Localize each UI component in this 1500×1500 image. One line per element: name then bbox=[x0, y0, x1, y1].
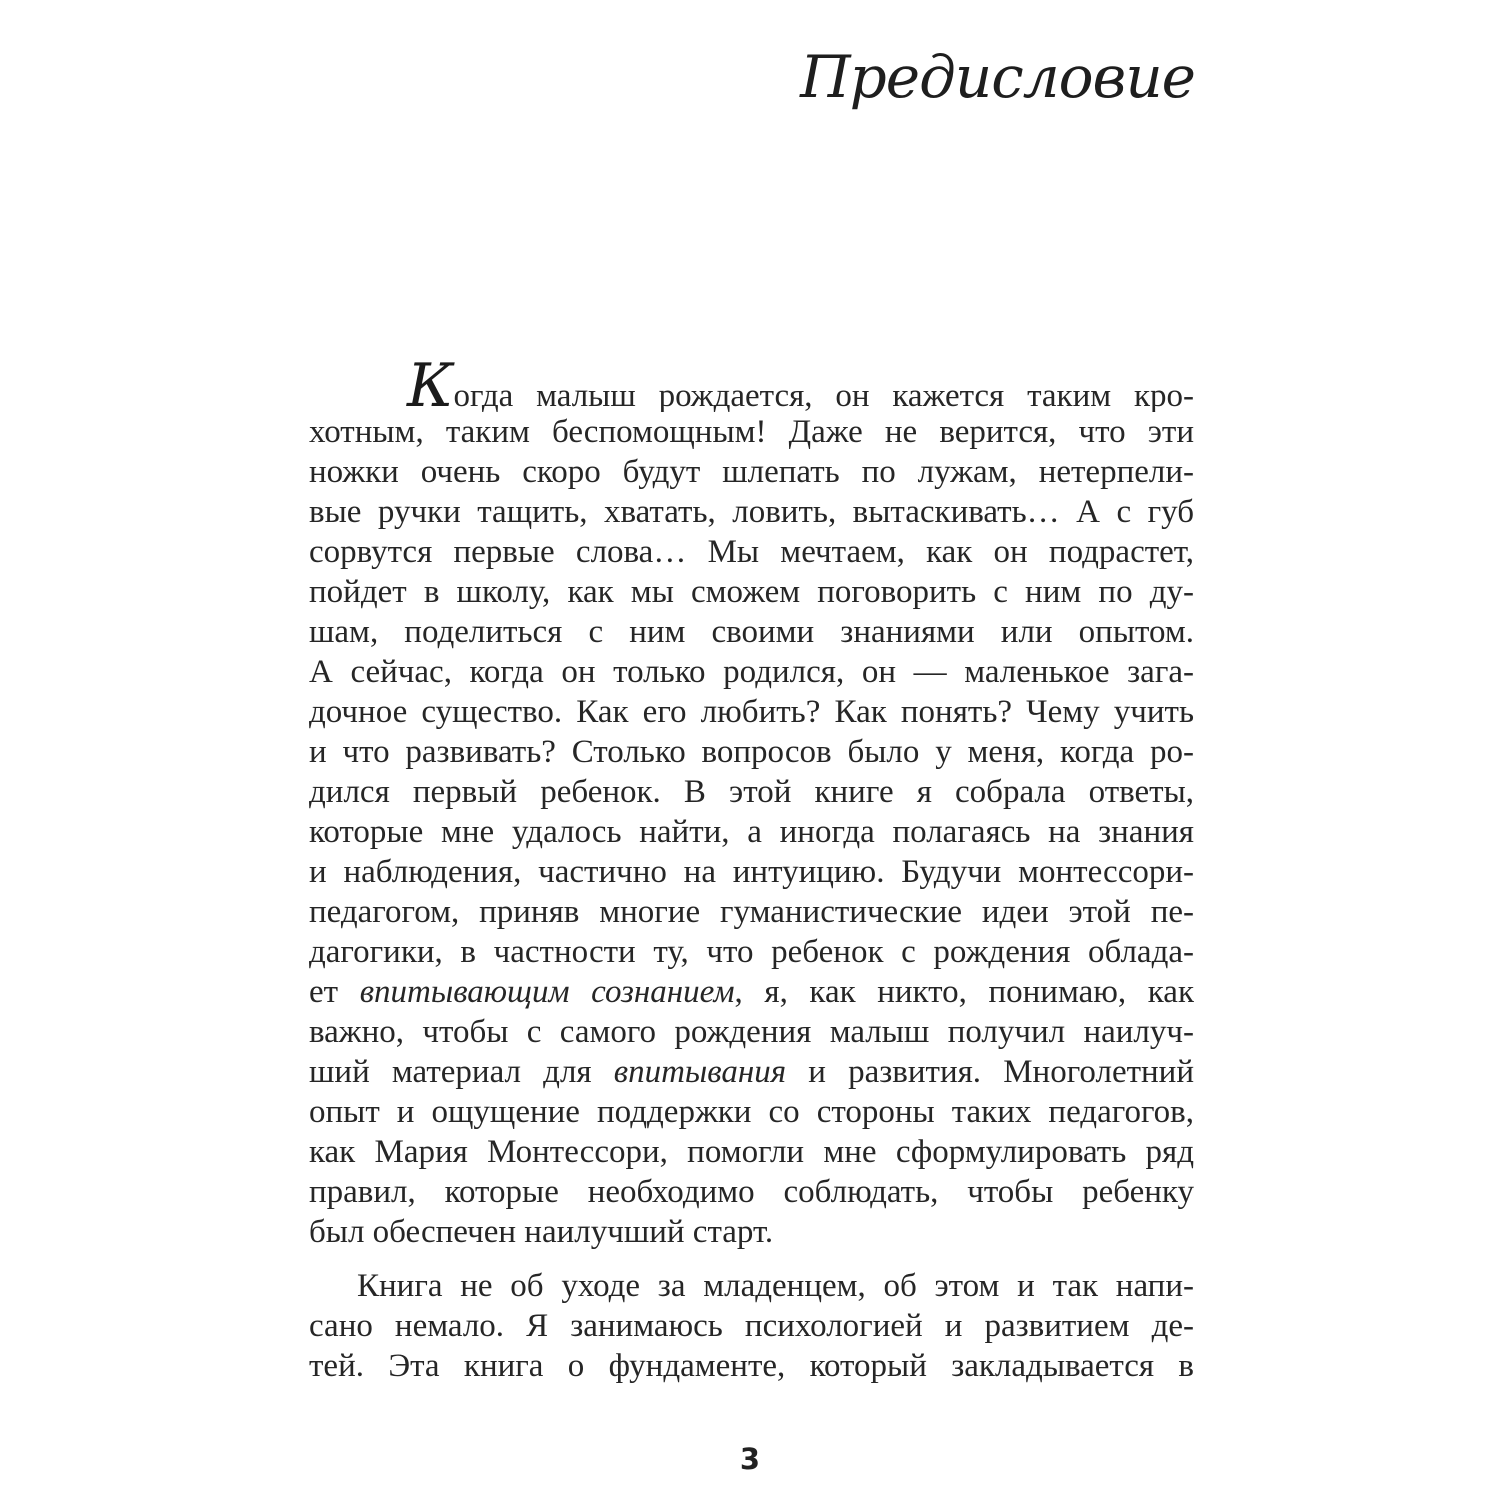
paragraph-1 bbox=[309, 360, 1194, 1252]
page-number: 3 bbox=[739, 1442, 761, 1476]
drop-cap: К bbox=[407, 360, 454, 412]
text-line: педагогом, приняв многие гуманистические идеи этой пе- bbox=[309, 894, 1194, 930]
text-line: дился первый ребенок. В этой книге я собрала ответы, bbox=[309, 774, 1194, 810]
text-line: хотным, таким беспомощным! Даже не верится, что эти bbox=[309, 414, 1194, 450]
text-line: и наблюдения, частично на интуицию. Будучи монтессори- bbox=[309, 854, 1194, 890]
text-line: шам, поделиться с ним своими знаниями или опытом. bbox=[309, 614, 1194, 650]
text-line bbox=[309, 1052, 1194, 1092]
text-line: пойдет в школу, как мы сможем поговорить с ним по ду- bbox=[309, 574, 1194, 610]
italic-term: впитывания bbox=[613, 1054, 787, 1090]
text-line: которые мне удалось найти, а иногда полагаясь на знания bbox=[309, 814, 1194, 850]
text-line: А сейчас, когда он только родился, он — маленькое зага- bbox=[309, 654, 1194, 690]
text-line bbox=[309, 360, 1194, 412]
italic-term: впитывающим сознанием bbox=[359, 974, 735, 1010]
chapter-title: Предисловие bbox=[800, 43, 1195, 111]
text-line: сорвутся первые слова… Мы мечтаем, как он подрастет, bbox=[309, 534, 1194, 570]
text-line: тей. Эта книга о фундаменте, который закладывается в bbox=[309, 1348, 1194, 1384]
text-fragment: ший материал для bbox=[309, 1054, 592, 1090]
text-fragment: и развития. Многолетний bbox=[808, 1054, 1194, 1090]
text-fragment: , я, как никто, понимаю, как bbox=[734, 974, 1194, 1010]
text-line bbox=[309, 972, 1194, 1012]
text-fragment: ет bbox=[309, 974, 339, 1010]
text-line: важно, чтобы с самого рождения малыш получил наилуч- bbox=[309, 1014, 1194, 1050]
text-line: был обеспечен наилучший старт. bbox=[309, 1214, 774, 1250]
text-fragment: огда малыш рождается, он кажется таким кро- bbox=[453, 378, 1194, 412]
text-line: ножки очень скоро будут шлепать по лужам, нетерпели- bbox=[309, 454, 1194, 490]
text-line: правил, которые необходимо соблюдать, чтобы ребенку bbox=[309, 1174, 1194, 1210]
text-line: дочное существо. Как его любить? Как понять? Чему учить bbox=[309, 694, 1194, 730]
text-line: сано немало. Я занимаюсь психологией и развитием де- bbox=[309, 1308, 1194, 1344]
text-line: как Мария Монтессори, помогли мне сформулировать ряд bbox=[309, 1134, 1194, 1170]
text-line: Книга не об уходе за младенцем, об этом и так напи- bbox=[357, 1268, 1194, 1304]
text-line: и что развивать? Столько вопросов было у меня, когда ро- bbox=[309, 734, 1194, 770]
paragraph-2 bbox=[309, 1266, 1194, 1386]
text-line: опыт и ощущение поддержки со стороны таких педагогов, bbox=[309, 1094, 1194, 1130]
text-line: вые ручки тащить, хватать, ловить, вытаскивать… А с губ bbox=[309, 494, 1194, 530]
text-line: дагогики, в частности ту, что ребенок с рождения облада- bbox=[309, 934, 1194, 970]
body-text bbox=[309, 360, 1194, 1386]
